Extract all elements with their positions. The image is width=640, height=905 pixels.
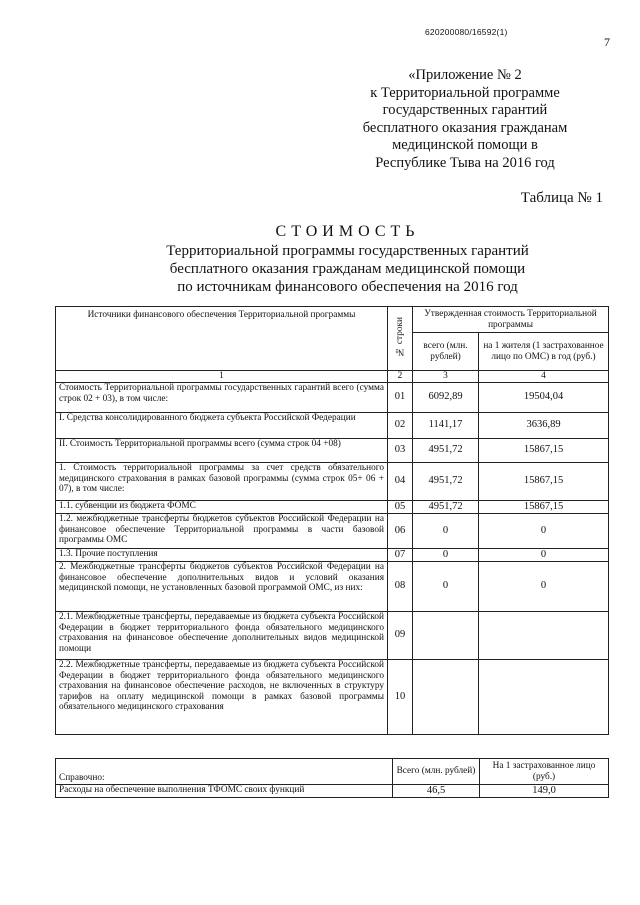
row-per-capita: 15867,15	[479, 439, 609, 463]
col-number: 1	[56, 371, 388, 383]
row-no: 10	[388, 660, 413, 735]
page-number: 7	[604, 35, 610, 49]
row-per-capita: 3636,89	[479, 413, 609, 439]
reference-label: Справочно:	[56, 759, 393, 785]
row-total: 0	[413, 514, 479, 549]
row-no: 04	[388, 463, 413, 501]
reference-row-name: Расходы на обеспечение выполнения ТФОМС своих функций	[56, 785, 393, 798]
row-total	[413, 660, 479, 735]
appendix-line: бесплатного оказания гражданам	[362, 119, 568, 136]
row-no: 03	[388, 439, 413, 463]
row-no: 07	[388, 549, 413, 562]
table-row	[56, 514, 609, 549]
table-label: Таблица № 1	[520, 190, 603, 206]
table-row	[56, 562, 609, 612]
row-name: 1.3. Прочие поступления	[56, 549, 388, 562]
row-total: 4951,72	[413, 463, 479, 501]
row-no: 08	[388, 562, 413, 612]
table-row	[56, 439, 609, 463]
row-per-capita: 19504,04	[479, 383, 609, 413]
row-name: 1.1. субвенции из бюджета ФОМС	[56, 501, 388, 514]
row-name: Стоимость Территориальной программы государственных гарантий всего (сумма строк 02 + 03), в том числе:	[56, 383, 388, 413]
reference-table	[55, 758, 609, 798]
table-row	[56, 463, 609, 501]
table-row	[56, 501, 609, 514]
row-total	[413, 612, 479, 660]
appendix-line: медицинской помощи в	[392, 137, 538, 153]
row-no: 09	[388, 612, 413, 660]
row-total: 0	[413, 562, 479, 612]
reference-col-total: Всего (млн. рублей)	[393, 759, 480, 785]
table-row	[56, 383, 609, 413]
row-no: 05	[388, 501, 413, 514]
title-line: бесплатного оказания гражданам медицинской помощи	[169, 261, 526, 277]
table-row	[56, 612, 609, 660]
row-total: 1141,17	[413, 413, 479, 439]
row-total: 6092,89	[413, 383, 479, 413]
table-row	[56, 785, 609, 798]
row-per-capita	[479, 612, 609, 660]
col-number: 4	[479, 371, 609, 383]
appendix-line: Республике Тыва на 2016 год	[375, 154, 555, 171]
row-name: 2.1. Межбюджетные трансферты, передаваемые из бюджета субъекта Российской Федерации в бюджет территориального фонда обязательного медицинского страхования на финансовое обеспечение дополнительных видов медицинской помощи	[56, 612, 388, 660]
row-name: I. Средства консолидированного бюджета субъекта Российской Федерации	[56, 413, 388, 439]
reference-row-total: 46,5	[393, 785, 480, 798]
col-number: 3	[413, 371, 479, 383]
appendix-line: «Приложение № 2	[408, 67, 522, 83]
row-per-capita: 15867,15	[479, 501, 609, 514]
header-total: всего (млн. рублей)	[413, 333, 479, 371]
row-per-capita	[479, 660, 609, 735]
header-approved: Утвержденная стоимость Территориальной программы	[413, 307, 609, 333]
title-heading: СТОИМОСТЬ	[275, 223, 420, 240]
row-per-capita: 0	[479, 514, 609, 549]
row-name: 2. Межбюджетные трансферты бюджетов субъектов Российской Федерации на финансовое обеспечение дополнительных видов и условий оказания медицинской помощи, не установленных базовой программой ОМС, из них:	[56, 562, 388, 612]
col-number: 2	[388, 371, 413, 383]
row-name: 2.2. Межбюджетные трансферты, передаваемые из бюджета субъекта Российской Федерации в бюджет территориального фонда обязательного медицинского страхования на финансовое обеспечение расходов, не включенных в структуру тарифов на оплату медицинской помощи в рамках базовой программы обязательного медицинского страхования	[56, 660, 388, 735]
row-per-capita: 0	[479, 562, 609, 612]
header-source: Источники финансового обеспечения Территориальной программы	[56, 307, 388, 371]
table-row	[56, 660, 609, 735]
header-per-capita: на 1 жителя (1 застрахованное лицо по ОМС) в год (руб.)	[479, 333, 609, 371]
row-total: 0	[413, 549, 479, 562]
row-name: II. Стоимость Территориальной программы всего (сумма строк 04 +08)	[56, 439, 388, 463]
table-row	[56, 549, 609, 562]
title-line: Территориальной программы государственных гарантий	[166, 243, 529, 259]
row-no: 01	[388, 383, 413, 413]
row-per-capita: 15867,15	[479, 463, 609, 501]
main-table	[55, 306, 609, 735]
document-title	[0, 222, 640, 296]
row-name: 1. Стоимость территориальной программы за счет средств обязательного медицинского страхования в рамках базовой программы (сумма строк 05+ 06 + 07), в том числе:	[56, 463, 388, 501]
appendix-line: государственных гарантий	[382, 102, 548, 118]
row-per-capita: 0	[479, 549, 609, 562]
reference-col-per-capita: На 1 застрахованное лицо (руб.)	[480, 759, 609, 785]
row-total: 4951,72	[413, 439, 479, 463]
row-total: 4951,72	[413, 501, 479, 514]
header-row-no: № строки	[388, 307, 413, 371]
row-name: 1.2. межбюджетные трансферты бюджетов субъектов Российской Федерации на финансовое обеспечение Территориальной программы в части базовой программы ОМС	[56, 514, 388, 549]
row-no: 06	[388, 514, 413, 549]
appendix-line: к Территориальной программе	[370, 84, 560, 101]
row-no: 02	[388, 413, 413, 439]
document-id: 620200080/16592(1)	[425, 27, 508, 37]
appendix-header	[335, 67, 595, 172]
reference-row-per-capita: 149,0	[480, 785, 609, 798]
title-line: по источникам финансового обеспечения на 2016 год	[177, 279, 518, 295]
table-row	[56, 413, 609, 439]
